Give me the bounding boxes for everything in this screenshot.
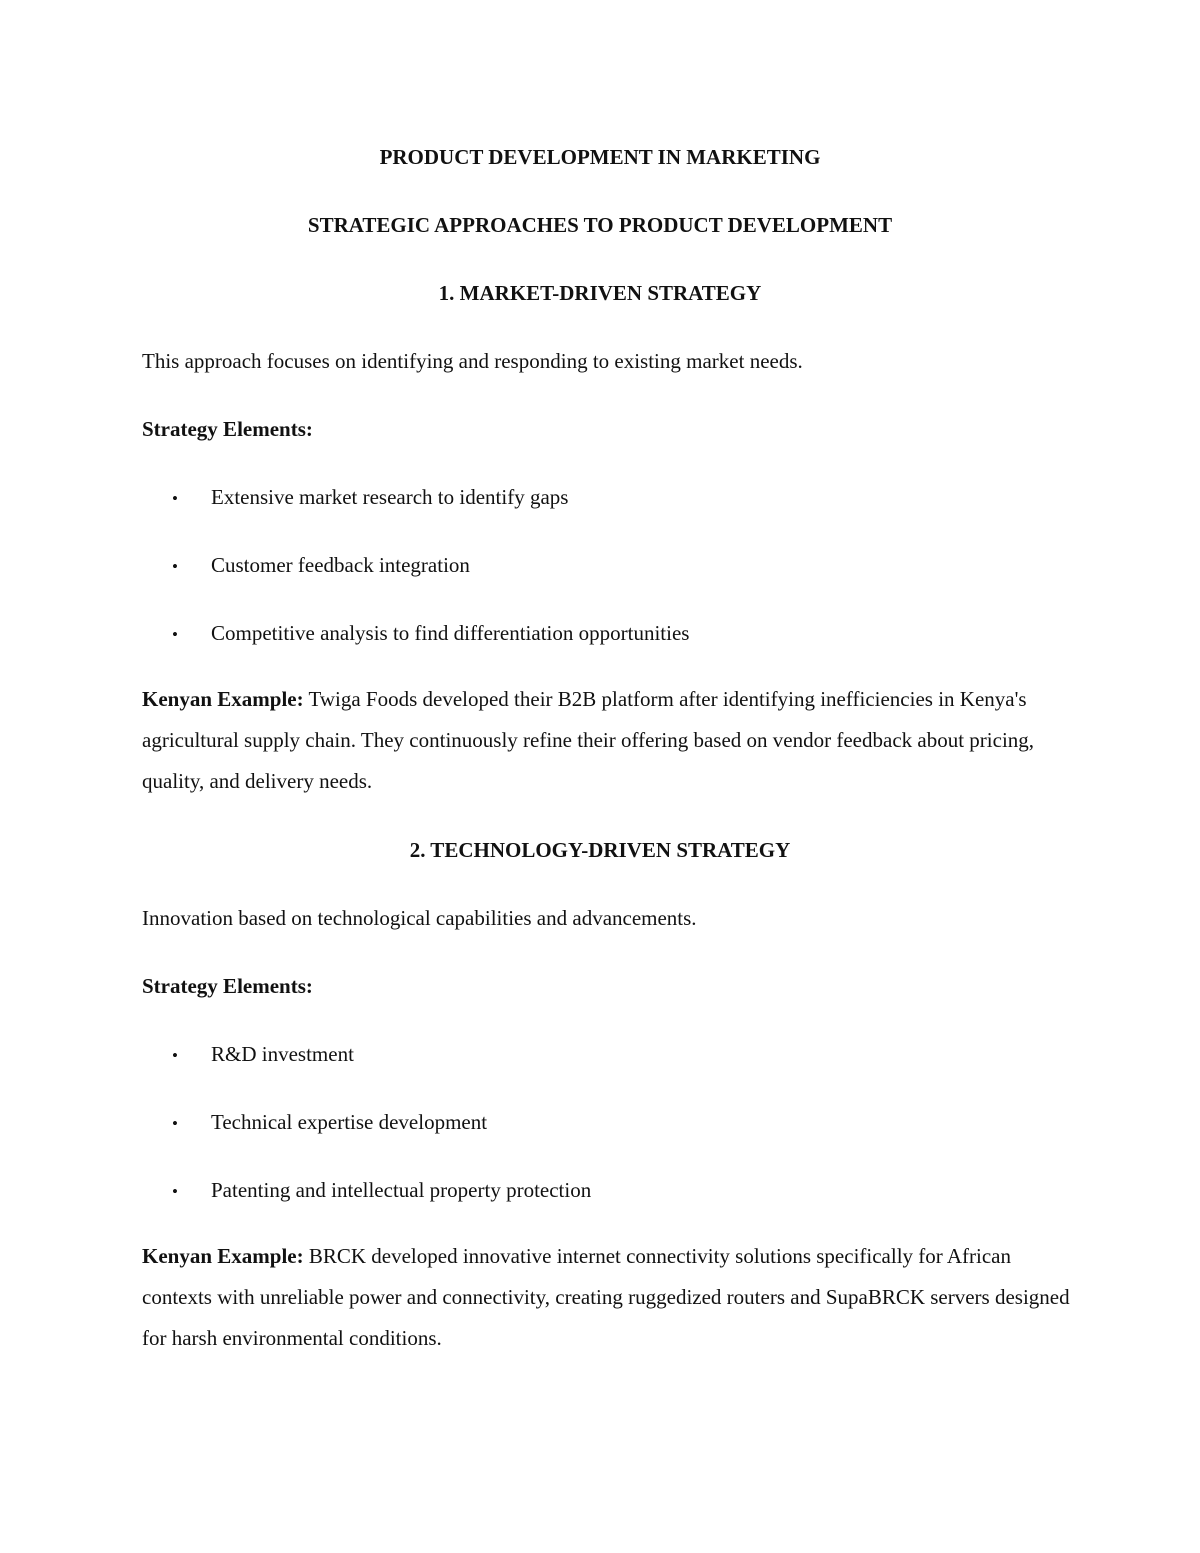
bullet-icon: •	[172, 625, 178, 644]
bullet-icon: •	[172, 1114, 178, 1133]
list-item	[172, 553, 1072, 579]
document-subtitle: STRATEGIC APPROACHES TO PRODUCT DEVELOPMENT	[307, 213, 893, 237]
list-item-text: Technical expertise development	[211, 1110, 488, 1134]
bullet-icon: •	[172, 1182, 178, 1201]
list-item-text: R&D investment	[211, 1042, 354, 1066]
list-item	[172, 1042, 1072, 1068]
list-item-text: Patenting and intellectual property protection	[211, 1178, 592, 1202]
bullet-icon: •	[172, 557, 178, 576]
example-paragraph	[142, 679, 1072, 802]
example-paragraph	[142, 1236, 1072, 1359]
list-item	[172, 621, 1072, 647]
example-label: Kenyan Example:	[142, 687, 304, 711]
section-heading: 2. TECHNOLOGY-DRIVEN STRATEGY	[409, 838, 791, 862]
list-item	[172, 1110, 1072, 1136]
list-item	[172, 1178, 1072, 1204]
section-heading: 1. MARKET-DRIVEN STRATEGY	[438, 281, 762, 305]
bullet-icon: •	[172, 1046, 178, 1065]
list-item-text: Extensive market research to identify gaps	[211, 485, 569, 509]
section-intro: This approach focuses on identifying and responding to existing market needs.	[142, 349, 803, 373]
example-label: Kenyan Example:	[142, 1244, 304, 1268]
document-title: PRODUCT DEVELOPMENT IN MARKETING	[379, 145, 821, 169]
section-intro: Innovation based on technological capabilities and advancements.	[142, 906, 697, 930]
list-item-text: Competitive analysis to find differentiation opportunities	[211, 621, 690, 645]
list-item-text: Customer feedback integration	[211, 553, 470, 577]
strategy-elements-label: Strategy Elements:	[142, 417, 313, 441]
bullet-icon: •	[172, 489, 178, 508]
strategy-elements-label: Strategy Elements:	[142, 974, 313, 998]
list-item	[172, 485, 1072, 511]
example-text: Twiga Foods developed their B2B platform after identifying inefficiencies in Kenya's agricultural supply chain. They continuously refine their offering based on vendor feedback about pricing, quality, and delivery needs.	[142, 687, 1035, 793]
example-text: BRCK developed innovative internet connectivity solutions specifically for African contexts with unreliable power and connectivity, creating ruggedized routers and SupaBRCK servers designed for harsh environmental conditions.	[142, 1244, 1070, 1350]
